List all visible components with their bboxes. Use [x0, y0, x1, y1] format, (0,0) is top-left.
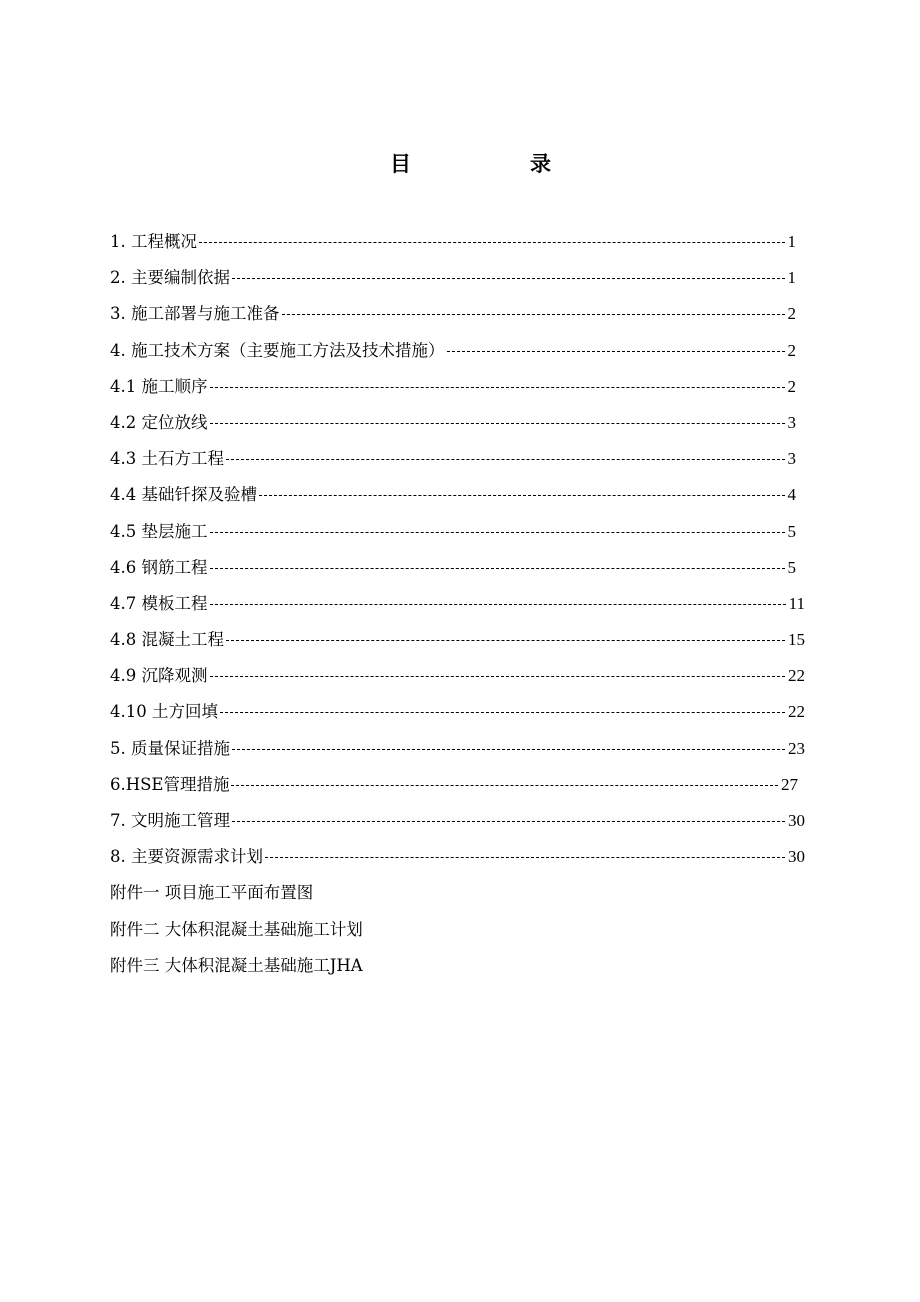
toc-entry-page-number: 5 [787, 550, 797, 586]
toc-entry-page-number: 22 [787, 658, 805, 694]
toc-entry-label: 4.7 模板工程 [110, 586, 209, 622]
toc-title-char-1: 目 [390, 151, 411, 176]
toc-leader-line [220, 712, 785, 713]
toc-entry-label: 6.HSE管理措施 [110, 767, 230, 803]
toc-entry[interactable] [110, 514, 810, 550]
toc-entry-label: 4.8 混凝土工程 [110, 622, 225, 658]
toc-entry-label: 4.3 土石方工程 [110, 441, 225, 477]
toc-entry-label: 4.5 垫层施工 [110, 514, 209, 550]
toc-entry-label: 4.1 施工顺序 [110, 369, 209, 405]
toc-entry-page-number: 11 [788, 586, 805, 622]
toc-leader-line [210, 676, 786, 677]
toc-leader-line [210, 532, 785, 533]
toc-entry[interactable] [110, 658, 810, 694]
toc-entry[interactable] [110, 260, 810, 296]
toc-leader-line [231, 785, 778, 786]
toc-leader-line [232, 821, 785, 822]
toc-leader-line [282, 314, 785, 315]
toc-entry[interactable] [110, 839, 810, 875]
toc-entry-page-number: 5 [787, 514, 797, 550]
toc-entry[interactable] [110, 296, 810, 332]
toc-title [0, 148, 920, 180]
toc-entry[interactable] [110, 224, 810, 260]
toc-entry-label: 4.9 沉降观测 [110, 658, 209, 694]
toc-entry-page-number: 30 [787, 803, 805, 839]
toc-entry-label: 4. 施工技术方案（主要施工方法及技术措施） [110, 333, 446, 369]
table-of-contents [110, 224, 810, 984]
toc-leader-line [265, 857, 785, 858]
toc-leader-line [447, 351, 785, 352]
toc-entry[interactable] [110, 586, 810, 622]
toc-entry[interactable] [110, 912, 810, 948]
toc-leader-line [199, 242, 785, 243]
toc-entry-label: 7. 文明施工管理 [110, 803, 231, 839]
toc-entry[interactable] [110, 333, 810, 369]
toc-entry[interactable] [110, 622, 810, 658]
toc-leader-line [232, 749, 785, 750]
toc-entry-label: 附件二 大体积混凝土基础施工计划 [110, 912, 364, 948]
toc-entry-page-number: 1 [787, 224, 797, 260]
toc-leader-line [226, 640, 785, 641]
toc-entry-page-number: 3 [787, 441, 797, 477]
toc-entry[interactable] [110, 369, 810, 405]
toc-entry-label: 4.4 基础钎探及验槽 [110, 477, 258, 513]
toc-entry-page-number: 1 [787, 260, 797, 296]
toc-entry-page-number: 15 [787, 622, 805, 658]
toc-entry[interactable] [110, 948, 810, 984]
toc-entry[interactable] [110, 477, 810, 513]
toc-entry-label: 4.2 定位放线 [110, 405, 209, 441]
toc-entry[interactable] [110, 550, 810, 586]
toc-entry-page-number: 2 [787, 296, 797, 332]
toc-entry-page-number: 30 [787, 839, 805, 875]
toc-entry-label: 4.10 土方回填 [110, 694, 219, 730]
toc-entry-label: 附件三 大体积混凝土基础施工JHA [110, 948, 364, 984]
toc-entry-page-number: 23 [787, 731, 805, 767]
toc-leader-line [210, 423, 785, 424]
toc-leader-line [210, 604, 786, 605]
toc-entry-label: 3. 施工部署与施工准备 [110, 296, 281, 332]
toc-entry[interactable] [110, 405, 810, 441]
toc-leader-line [210, 387, 785, 388]
toc-entry[interactable] [110, 731, 810, 767]
toc-entry-label: 1. 工程概况 [110, 224, 198, 260]
toc-entry[interactable] [110, 875, 810, 911]
toc-entry-page-number: 27 [780, 767, 798, 803]
toc-entry[interactable] [110, 441, 810, 477]
toc-entry-label: 4.6 钢筋工程 [110, 550, 209, 586]
toc-entry-label: 2. 主要编制依据 [110, 260, 231, 296]
toc-entry-label: 5. 质量保证措施 [110, 731, 231, 767]
toc-leader-line [232, 278, 785, 279]
toc-entry[interactable] [110, 767, 810, 803]
toc-entry-page-number: 4 [787, 477, 797, 513]
toc-entry-page-number: 2 [787, 333, 797, 369]
toc-title-char-2: 录 [530, 151, 551, 176]
toc-entry[interactable] [110, 803, 810, 839]
toc-leader-line [210, 568, 785, 569]
toc-entry-label: 附件一 项目施工平面布置图 [110, 875, 314, 911]
toc-leader-line [226, 459, 785, 460]
toc-entry-page-number: 2 [787, 369, 797, 405]
toc-entry[interactable] [110, 694, 810, 730]
toc-leader-line [259, 495, 785, 496]
toc-entry-page-number: 3 [787, 405, 797, 441]
toc-entry-page-number: 22 [787, 694, 805, 730]
toc-entry-label: 8. 主要资源需求计划 [110, 839, 264, 875]
